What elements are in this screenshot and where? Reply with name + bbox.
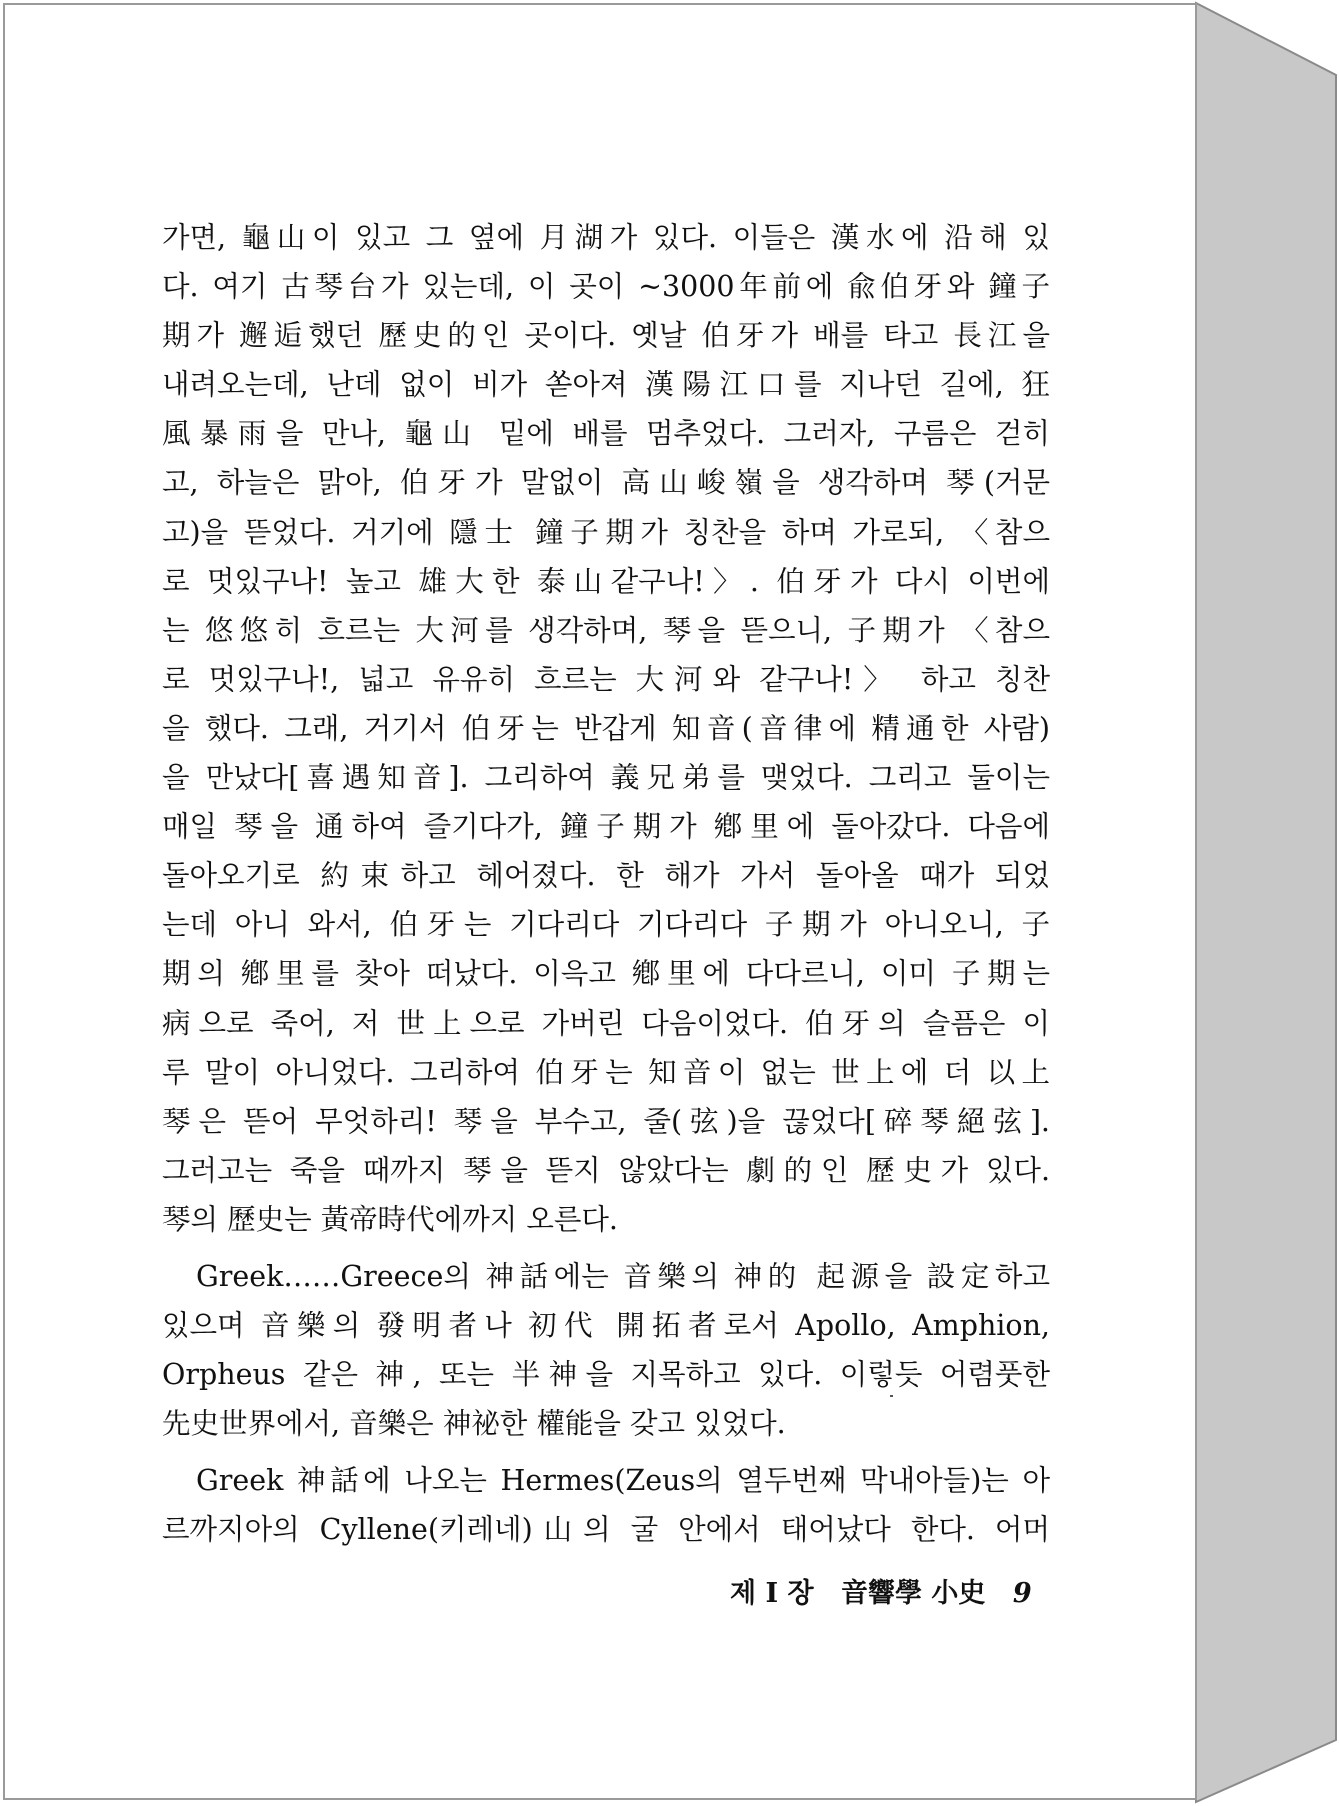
text-line: 風暴雨을 만나, 龜山 밑에 배를 멈추었다. 그러자, 구름은 걷히 — [162, 417, 1050, 451]
text-line: 고)을 뜯었다. 거기에 隱士 鐘子期가 칭찬을 하며 가로되, 〈참으 — [162, 515, 1050, 549]
text-line: 期의 鄕里를 찾아 떠났다. 이윽고 鄕里에 다다르니, 이미 子期는 — [162, 957, 1050, 991]
page-body — [162, 213, 1050, 1555]
paragraph-start-line: Greek 神話에 나오는 Hermes(Zeus의 열두번째 막내아들)는 아 — [196, 1464, 1050, 1498]
paragraph-end-line: 先史世界에서, 音樂은 神祕한 權能을 갖고 있었다. — [162, 1407, 786, 1441]
text-line: 로 멋있구나! 높고 雄大한 泰山같구나!〉. 伯牙가 다시 이번에 — [162, 564, 1050, 598]
text-line: Orpheus 같은 神, 또는 半神을 지목하고 있다. 이렇듯 어렴풋한 — [162, 1358, 1050, 1392]
text-line: 르까지아의 Cyllene(키레네)山의 굴 안에서 태어났다 한다. 어머 — [162, 1513, 1050, 1547]
text-line: 을 만났다[喜遇知音]. 그리하여 義兄弟를 맺었다. 그리고 둘이는 — [162, 761, 1050, 795]
text-line: 매일 琴을 通하여 즐기다가, 鐘子期가 鄕里에 돌아갔다. 다음에 — [162, 810, 1050, 844]
text-line: 돌아오기로 約束하고 헤어졌다. 한 해가 가서 돌아올 때가 되었 — [162, 859, 1050, 893]
chapter-title: 音響學 小史 — [841, 1578, 986, 1609]
paragraph-start-line: Greek……Greece의 神話에는 音樂의 神的 起源을 設定하고 — [196, 1259, 1050, 1293]
text-line: 로 멋있구나!, 넓고 유유히 흐르는 大河와 같구나!〉 하고 칭찬 — [162, 662, 1050, 696]
text-line: 다. 여기 古琴台가 있는데, 이 곳이 ~3000年前에 兪伯牙와 鐘子 — [162, 270, 1050, 304]
scan-speck — [890, 1395, 893, 1397]
text-line: 그러고는 죽을 때까지 琴을 뜯지 않았다는 劇的인 歷史가 있다. — [162, 1153, 1050, 1187]
text-line: 내려오는데, 난데 없이 비가 쏟아져 漢陽江口를 지나던 길에, 狂 — [162, 368, 1050, 402]
text-line: 는 悠悠히 흐르는 大河를 생각하며, 琴을 뜯으니, 子期가 〈참으 — [162, 613, 1050, 647]
paragraph-end-line: 琴의 歷史는 黃帝時代에까지 오른다. — [162, 1202, 618, 1236]
text-line: 가면, 龜山이 있고 그 옆에 月湖가 있다. 이들은 漢水에 沿해 있 — [162, 221, 1050, 254]
text-line: 고, 하늘은 맑아, 伯牙가 말없이 高山峻嶺을 생각하며 琴(거문 — [162, 466, 1050, 500]
text-line: 을 했다. 그래, 거기서 伯牙는 반갑게 知音(音律에 精通한 사람) — [162, 711, 1050, 745]
page-footer — [730, 1571, 1030, 1610]
text-line: 는데 아니 와서, 伯牙는 기다리다 기다리다 子期가 아니오니, 子 — [162, 908, 1050, 942]
page-number: 9 — [1012, 1578, 1032, 1609]
text-line: 있으며 音樂의 發明者나 初代 開拓者로서 Apollo, Amphion, — [162, 1309, 1050, 1343]
chapter-label: 제 I 장 — [730, 1578, 814, 1609]
text-line: 琴은 뜯어 무엇하리! 琴을 부수고, 줄(弦)을 끊었다[碎琴絕弦]. — [162, 1104, 1050, 1138]
text-line: 期가 邂逅했던 歷史的인 곳이다. 옛날 伯牙가 배를 타고 長江을 — [162, 319, 1050, 353]
text-line: 루 말이 아니었다. 그리하여 伯牙는 知音이 없는 世上에 더 以上 — [162, 1055, 1050, 1089]
text-line: 病으로 죽어, 저 世上으로 가버린 다음이었다. 伯牙의 슬픔은 이 — [162, 1006, 1050, 1040]
